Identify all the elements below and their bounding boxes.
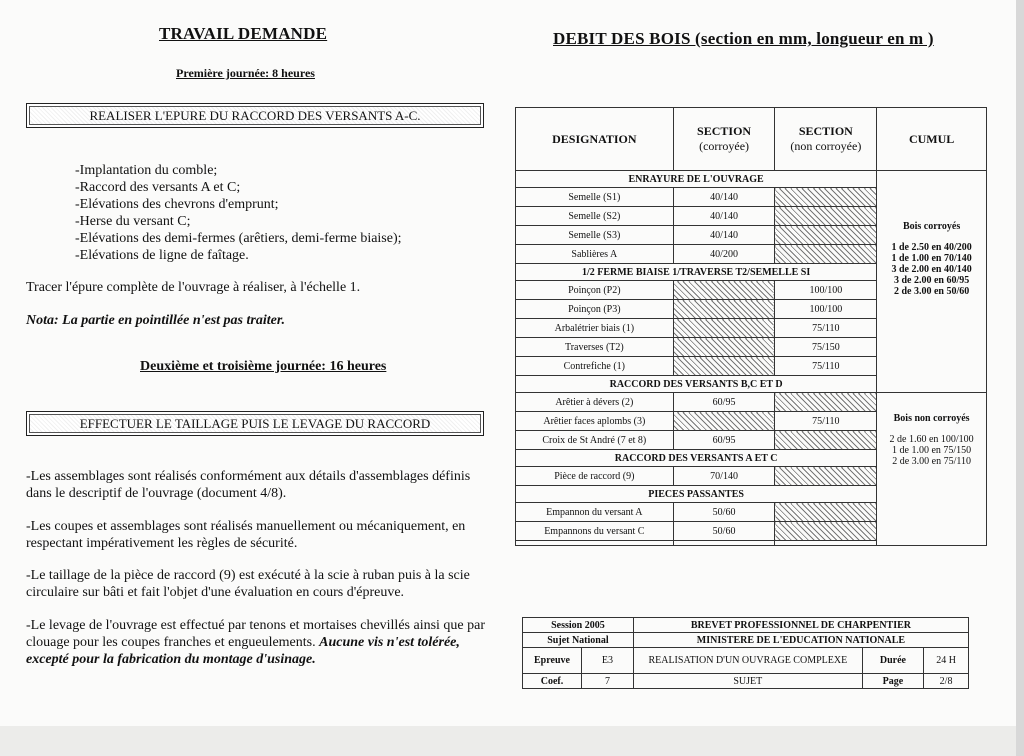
- table-row: Croix de St André (7 et 8) 60/95: [516, 431, 987, 450]
- section-row: 1/2 FERME BIAISE 1/TRAVERSE T2/SEMELLE SI: [516, 264, 987, 281]
- table-row: Pièce de raccord (9) 70/140: [516, 467, 987, 486]
- table-row: Empannon du versant A 50/60: [516, 503, 987, 522]
- banner-epure: [26, 103, 484, 128]
- table-row: Empannons du versant C 50/60: [516, 522, 987, 541]
- table-row: Contrefiche (1) 75/110: [516, 357, 987, 376]
- paragraph-assemblages: -Les assemblages sont réalisés conformément aux détails d'assemblages définis dans le descriptif de l'ouvrage (document 4/8).: [26, 469, 471, 501]
- day23-heading: Deuxième et troisième journée: 16 heures: [140, 359, 387, 374]
- banner-taillage: [26, 411, 484, 436]
- header-section-non-corroyee: SECTION (non corroyée): [775, 108, 877, 171]
- table-row: Arbalétrier biais (1) 75/110: [516, 319, 987, 338]
- cumul-corroyes: Bois corroyés 1 de 2.50 en 40/200 1 de 1.00 en 70/140 3 de 2.00 en 40/140 3 de 2.00 en 60/95 2 de 3.00 en 50/60: [877, 171, 987, 393]
- header-cumul: CUMUL: [877, 108, 987, 171]
- footer-brevet: BREVET PROFESSIONNEL DE CHARPENTIER: [633, 618, 968, 633]
- task-item: -Raccord des versants A et C;: [75, 180, 241, 195]
- table-row: Sablières A 40/200: [516, 245, 987, 264]
- scan-right-edge: [1016, 0, 1024, 756]
- task-item: -Elévations de ligne de faîtage.: [75, 248, 249, 263]
- trace-instruction: Tracer l'épure complète de l'ouvrage à réaliser, à l'échelle 1.: [26, 280, 361, 295]
- table-row: Arêtier à dévers (2) 60/95 Bois non corroyés 2 de 1.60 en 100/100 1 de 1.00 en 75/150 2 de 3.00 en 75/110: [516, 393, 987, 412]
- task-item: -Elévations des chevrons d'emprunt;: [75, 197, 279, 212]
- exam-footer: Session 2005 BREVET PROFESSIONNEL DE CHARPENTIER Sujet National MINISTERE DE L'EDUCATION NATIONALE Epreuve E3 REALISATION D'UN OUVRAGE COMPLEXE Durée 24 H Coef. 7 SUJET Page 2/8: [522, 617, 969, 689]
- paragraph-levage: -Le levage de l'ouvrage est effectué par tenons et mortaises chevillés ainsi que par clouage pour les coupes franches et engueulements. Aucune vis n'est tolérée, excepté pour la fabrication du montage d'usinage.: [26, 618, 486, 667]
- footer-sujet-national: Sujet National: [523, 633, 634, 648]
- paragraph-coupes: -Les coupes et assemblages sont réalisés manuellement ou mécaniquement, en respectant impérativement les règles de sécurité.: [26, 519, 466, 551]
- table-row: Semelle (S1) 40/140: [516, 188, 987, 207]
- debit-title: DEBIT DES BOIS (section en mm, longueur en m ): [553, 29, 934, 48]
- table-header: [516, 108, 987, 171]
- nota: Nota: La partie en pointillée n'est pas traiter.: [26, 313, 285, 328]
- footer-realisation: REALISATION D'UN OUVRAGE COMPLEXE: [633, 648, 862, 674]
- table-row: Semelle (S3) 40/140: [516, 226, 987, 245]
- task-item: -Implantation du comble;: [75, 163, 218, 178]
- cumul-non-corroyes: Bois non corroyés 2 de 1.60 en 100/100 1 de 1.00 en 75/150 2 de 3.00 en 75/110: [877, 393, 987, 546]
- task-list: [75, 162, 475, 264]
- travail-title: TRAVAIL DEMANDE: [159, 24, 328, 43]
- section-row: RACCORD DES VERSANTS B,C ET D: [516, 376, 987, 393]
- table-row: Poinçon (P3) 100/100: [516, 300, 987, 319]
- paragraph-taillage: -Le taillage de la pièce de raccord (9) est exécuté à la scie à ruban puis à la scie circulaire sur bâti et fait l'objet d'une évaluation en cours d'épreuve.: [26, 568, 470, 600]
- task-item: -Elévations des demi-fermes (arêtiers, demi-ferme biaise);: [75, 231, 402, 246]
- footer-session: Session 2005: [523, 618, 634, 633]
- header-section-corroyee: SECTION (corroyée): [673, 108, 775, 171]
- table-row: Traverses (T2) 75/150: [516, 338, 987, 357]
- footer-ministere: MINISTERE DE L'EDUCATION NATIONALE: [633, 633, 968, 648]
- task-item: -Herse du versant C;: [75, 214, 191, 229]
- section-row: ENRAYURE DE L'OUVRAGE Bois corroyés 1 de 2.50 en 40/200 1 de 1.00 en 70/140 3 de 2.00 en 40/140 3 de 2.00 en 60/95 2 de 3.00 en 50/60: [516, 171, 987, 188]
- banner-epure-text: REALISER L'EPURE DU RACCORD DES VERSANTS A-C.: [29, 106, 481, 125]
- day1-heading: Première journée: 8 heures: [176, 66, 315, 80]
- debit-table: [515, 107, 987, 546]
- table-row: Arêtier faces aplombs (3) 75/110: [516, 412, 987, 431]
- table-row: Poinçon (P2) 100/100: [516, 281, 987, 300]
- scan-bottom-edge: [0, 726, 1024, 756]
- header-designation: DESIGNATION: [516, 108, 674, 171]
- section-row: PIECES PASSANTES: [516, 486, 987, 503]
- table-row: Semelle (S2) 40/140: [516, 207, 987, 226]
- section-row: RACCORD DES VERSANTS A ET C: [516, 450, 987, 467]
- banner-taillage-text: EFFECTUER LE TAILLAGE PUIS LE LEVAGE DU RACCORD: [29, 414, 481, 433]
